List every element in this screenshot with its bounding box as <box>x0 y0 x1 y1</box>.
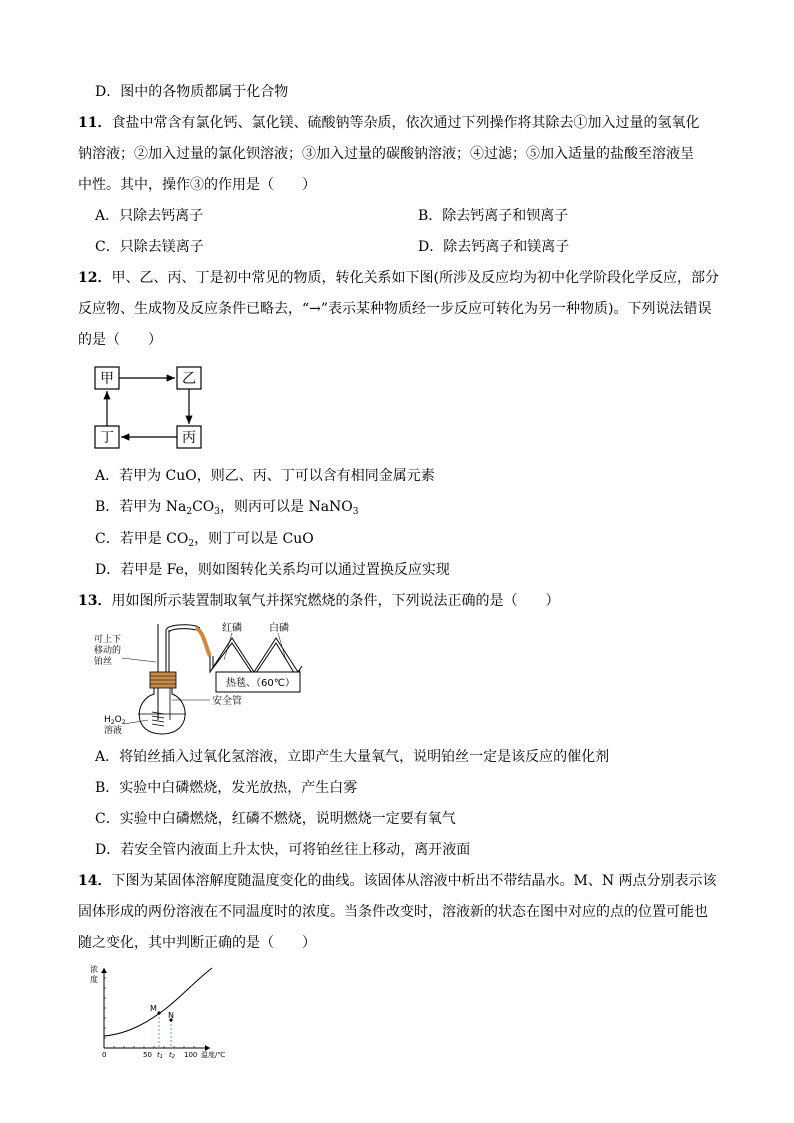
q14-stem-line-1 <box>78 871 717 891</box>
q10-option-d: D．图中的各物质都属于化合物 <box>95 84 289 100</box>
hot-plate-label: 热毯、（60℃） <box>226 678 295 689</box>
t2-label <box>169 1051 175 1060</box>
movable-wire-label-2: 移动的 <box>94 646 122 656</box>
q11-option-a: A．只除去钙离子 <box>95 208 204 224</box>
q12-option-b-text-1: B．若甲为 Na <box>95 499 187 515</box>
q12-option-c-text-2: ，则丁可以是 CuO <box>194 531 314 547</box>
round-flask <box>139 688 185 734</box>
q11-stem-line-1 <box>78 113 699 133</box>
q11-option-b: B．除去钙离子和钡离子 <box>418 208 569 224</box>
t1-sub: 1 <box>159 1054 163 1060</box>
red-phosphorus-label: 红磷 <box>222 623 242 634</box>
point-m <box>157 1011 160 1014</box>
q12-stem-line-2: 反应物、生成物及反应条件已略去，“→”表示某种物质经一步反应可转化为另一种物质)。下列说法错误 <box>78 301 712 317</box>
point-n-label: N <box>168 1011 174 1020</box>
q14-stem-line-3: 随之变化，其中判断正确的是（ ） <box>78 935 316 951</box>
q12-option-c-sub-1: 2 <box>188 539 195 549</box>
h2o2-label <box>104 715 126 726</box>
label-jia: 甲 <box>100 371 114 387</box>
q12-option-c-text-1: C．若甲是 CO <box>95 531 189 547</box>
q14-stem-line-2: 固体形成的两份溶液在不同温度时的浓度。当条件改变时，溶液新的状态在图中对应的点的位置可能也 <box>78 904 708 920</box>
y-axis-label-1: 浓 <box>90 965 98 974</box>
q12-stem-text-1: 甲、乙、丙、丁是初中常见的物质，转化关系如下图(所涉及反应均为初中化学阶段化学反应，部分 <box>111 270 719 286</box>
q13-apparatus-figure <box>92 620 314 736</box>
movable-wire-label-3: 铂丝 <box>94 657 113 667</box>
safety-tube-label: 安全管 <box>212 696 242 707</box>
q11-option-d: D．除去钙离子和镁离子 <box>418 239 570 255</box>
t2-text: t <box>169 1051 172 1059</box>
q14-stem-text-1: 下图为某固体溶解度随温度变化的曲线。该固体从溶液中析出不带结晶水。M、N 两点分别表示该 <box>111 873 717 889</box>
t1-label <box>157 1051 163 1060</box>
rubber-hose <box>196 628 210 656</box>
x-axis-label: 温度/℃ <box>201 1051 226 1059</box>
q12-stem-line-3: 的是（ ） <box>78 332 162 348</box>
q13-option-a: A．将铂丝插入过氧化氢溶液，立即产生大量氧气，说明铂丝一定是该反应的催化剂 <box>95 749 610 765</box>
q12-option-b-sub-3: 3 <box>352 507 359 517</box>
q12-number: 12． <box>78 270 112 286</box>
q11-stem-line-3: 中性。其中，操作③的作用是（ ） <box>78 177 316 193</box>
t1-text: t <box>157 1051 160 1059</box>
tick-100-label: 100 <box>184 1051 198 1059</box>
h2o2-sub-1: 2 <box>110 719 115 726</box>
q11-stem-line-2: 钠溶液；②加入过量的氯化钡溶液；③加入过量的碳酸钠溶液；④过滤；⑤加入适量的盐酸至溶液呈 <box>78 146 694 162</box>
white-phosphorus-label: 白磷 <box>269 623 289 634</box>
q12-option-b-sub-2: 3 <box>214 507 221 517</box>
label-bing: 丙 <box>182 430 196 446</box>
q13-option-c: C．实验中白磷燃烧，红磷不燃烧，说明燃烧一定要有氧气 <box>95 811 456 827</box>
label-ding: 丁 <box>100 430 114 446</box>
movable-wire-label-1: 可上下 <box>94 635 122 645</box>
q12-option-c <box>95 529 314 554</box>
q13-option-d: D．若安全管内液面上升太快，可将铂丝往上移动，离开液面 <box>95 842 471 858</box>
q11-number: 11． <box>78 115 112 131</box>
origin-label: 0 <box>102 1051 107 1059</box>
tick-50-label: 50 <box>143 1051 152 1059</box>
q12-stem-line-1 <box>78 268 719 288</box>
label-yi: 乙 <box>182 371 196 387</box>
w-tube <box>210 638 302 672</box>
q11-option-c: C．只除去镁离子 <box>95 239 204 255</box>
q13-stem-text-1: 用如图所示装置制取氧气并探究燃烧的条件，下列说法正确的是（ ） <box>111 593 560 609</box>
solution-label: 溶液 <box>104 726 123 736</box>
q12-option-b-text-2: CO <box>192 499 215 515</box>
h2o2-o: O <box>114 715 122 725</box>
h2o2-sub-2: 2 <box>121 719 126 726</box>
point-m-label: M <box>150 1004 157 1013</box>
q14-number: 14． <box>78 873 112 889</box>
h2o2-h: H <box>104 715 111 725</box>
q12-conversion-diagram <box>92 364 204 452</box>
q14-solubility-graph <box>88 962 238 1060</box>
q12-option-b <box>95 497 359 522</box>
q13-stem-line-1 <box>78 591 559 611</box>
solubility-curve <box>104 968 212 1036</box>
q12-option-b-sub-1: 2 <box>186 507 193 517</box>
q12-option-b-text-3: ，则丙可以是 NaNO <box>220 499 353 515</box>
q11-stem-text-1: 食盐中常含有氯化钙、氯化镁、硫酸钠等杂质，依次通过下列操作将其除去①加入过量的氢氧化 <box>111 115 700 131</box>
q12-option-d: D．若甲是 Fe，则如图转化关系均可以通过置换反应实现 <box>95 562 450 578</box>
q12-option-a: A．若甲为 CuO，则乙、丙、丁可以含有相同金属元素 <box>95 468 435 484</box>
y-axis-label-2: 度 <box>90 975 98 984</box>
q13-option-b: B．实验中白磷燃烧，发光放热，产生白雾 <box>95 780 358 796</box>
q13-number: 13． <box>78 593 112 609</box>
t2-sub: 2 <box>171 1054 175 1060</box>
